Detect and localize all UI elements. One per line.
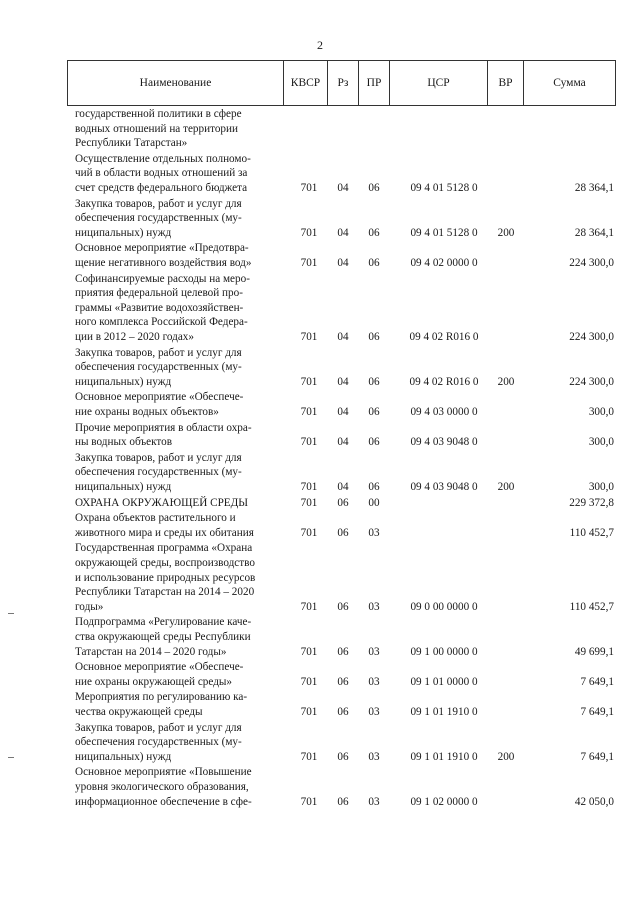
row-name-line: чества окружающей среды (75, 705, 203, 718)
cell-sum: 224 300,0 (569, 331, 614, 343)
row-name-line: Основное мероприятие «Обеспече- (75, 661, 244, 674)
cell-csr: 09 4 03 0000 0 (410, 405, 478, 418)
row-name (75, 152, 282, 196)
cell-pr: 06 (368, 182, 380, 194)
row-name-line: ние охраны водных объектов» (75, 405, 219, 418)
cell-rz: 06 (337, 750, 349, 763)
cell-kvsr: 701 (300, 645, 318, 658)
cell-kvsr: 701 (300, 526, 318, 539)
table-row (0, 496, 640, 511)
header-rz: Рз (328, 61, 359, 105)
cell-kvsr: 701 (300, 226, 318, 239)
row-name-line: Основное мероприятие «Предотвра- (75, 242, 249, 255)
row-name-line: ства окружающей среды Республики (75, 630, 251, 643)
cell-rz: 04 (337, 436, 349, 449)
row-name-line: ции в 2012 – 2020 годах» (75, 330, 194, 343)
cell-vr: 200 (497, 750, 515, 763)
row-name (75, 765, 282, 809)
cell-pr: 03 (368, 795, 380, 808)
cell-csr: 09 1 02 0000 0 (410, 795, 478, 808)
row-name-line: счет средств федерального бюджета (75, 181, 248, 194)
cell-csr: 09 4 02 R016 0 (409, 375, 479, 388)
cell-csr: 09 4 01 5128 0 (410, 226, 478, 239)
table-row (0, 765, 640, 809)
cell-kvsr: 701 (300, 405, 318, 418)
cell-csr: 09 4 01 5128 0 (410, 182, 478, 194)
header-csr: ЦСР (390, 61, 488, 105)
row-name-line: Охрана объектов растительного и (75, 512, 236, 525)
row-name-line: водных отношений на территории (75, 122, 238, 135)
cell-vr: 200 (497, 481, 515, 493)
cell-pr: 06 (368, 375, 380, 388)
cell-csr: 09 1 01 1910 0 (410, 705, 478, 718)
row-name (75, 272, 282, 345)
cell-sum: 300,0 (588, 436, 614, 449)
table-row (0, 660, 640, 689)
row-name (75, 197, 282, 241)
table-row (0, 107, 640, 151)
row-name (75, 721, 282, 765)
cell-csr: 09 1 01 0000 0 (410, 675, 478, 688)
row-name (75, 496, 282, 511)
row-name-line: Софинансируемые расходы на меро- (75, 272, 250, 285)
cell-pr: 03 (368, 600, 380, 613)
cell-sum: 49 699,1 (574, 645, 614, 658)
row-name (75, 541, 282, 614)
table-row (0, 272, 640, 345)
table-row (0, 390, 640, 419)
cell-rz: 06 (337, 645, 349, 658)
table-header (67, 60, 616, 106)
row-name-line: Закупка товаров, работ и услуг для (75, 451, 242, 464)
row-name-line: окружающей среды, воспроизводство (75, 556, 255, 569)
cell-pr: 03 (368, 526, 380, 539)
cell-rz: 04 (337, 481, 349, 493)
cell-csr: 09 0 00 0000 0 (410, 600, 478, 613)
row-name (75, 421, 282, 450)
row-name-line: Закупка товаров, работ и услуг для (75, 197, 242, 210)
row-name (75, 690, 282, 719)
table-row (0, 541, 640, 614)
cell-sum: 224 300,0 (569, 256, 614, 269)
cell-rz: 04 (337, 375, 349, 388)
cell-pr: 03 (368, 705, 380, 718)
row-name-line: обеспечения государственных (му- (75, 361, 242, 374)
table-row (0, 241, 640, 270)
cell-kvsr: 701 (300, 182, 318, 194)
cell-sum: 42 050,0 (574, 795, 614, 808)
cell-rz: 04 (337, 182, 349, 194)
row-name-line: граммы «Развитие водохозяйствен- (75, 301, 244, 314)
cell-kvsr: 701 (300, 750, 318, 763)
cell-sum: 224 300,0 (569, 375, 614, 388)
cell-sum: 28 364,1 (574, 182, 614, 194)
cell-pr: 03 (368, 750, 380, 763)
cell-csr: 09 1 00 0000 0 (410, 645, 478, 658)
cell-pr: 06 (368, 226, 380, 239)
row-name-line: Основное мероприятие «Обеспече- (75, 391, 244, 404)
cell-rz: 04 (337, 226, 349, 239)
row-name-line: Республики Татарстан на 2014 – 2020 (75, 586, 255, 599)
table-row (0, 421, 640, 450)
cell-kvsr: 701 (300, 256, 318, 269)
cell-pr: 00 (368, 496, 380, 509)
row-name-line: и использование природных ресурсов (75, 571, 256, 584)
cell-sum: 300,0 (588, 481, 614, 493)
row-name-line: ниципальных) нужд (75, 375, 172, 388)
cell-rz: 04 (337, 331, 349, 343)
margin-mark (8, 757, 14, 758)
row-name-line: животного мира и среды их обитания (75, 526, 254, 539)
cell-pr: 06 (368, 405, 380, 418)
row-name-line: государственной политики в сфере (75, 108, 242, 120)
cell-rz: 06 (337, 496, 349, 509)
cell-csr: 09 4 03 9048 0 (410, 481, 478, 493)
cell-rz: 06 (337, 705, 349, 718)
header-kvsr: КВСР (284, 61, 328, 105)
row-name-line: обеспечения государственных (му- (75, 466, 242, 479)
table-row (0, 346, 640, 390)
row-name-line: ного комплекса Российской Федера- (75, 316, 248, 329)
row-name (75, 660, 282, 689)
margin-mark (8, 613, 14, 614)
cell-rz: 06 (337, 600, 349, 613)
row-name-line: Осуществление отдельных полномо- (75, 152, 251, 165)
row-name-line: уровня экологического образования, (75, 780, 249, 793)
table-row (0, 511, 640, 540)
row-name (75, 346, 282, 390)
cell-kvsr: 701 (300, 675, 318, 688)
row-name-line: чий в области водных отношений за (75, 167, 248, 180)
row-name-line: Закупка товаров, работ и услуг для (75, 721, 242, 734)
cell-sum: 300,0 (588, 405, 614, 418)
cell-csr: 09 1 01 1910 0 (410, 750, 478, 763)
row-name-line: Основное мероприятие «Повышение (75, 766, 252, 779)
cell-rz: 06 (337, 526, 349, 539)
cell-rz: 06 (337, 795, 349, 808)
row-name-line: Татарстан на 2014 – 2020 годы» (75, 645, 227, 658)
cell-kvsr: 701 (300, 496, 318, 509)
row-name-line: Государственная программа «Охрана (75, 542, 253, 555)
row-name (75, 451, 282, 495)
cell-sum: 7 649,1 (580, 750, 614, 763)
page-number: 2 (317, 38, 323, 52)
row-name-line: Прочие мероприятия в области охра- (75, 421, 252, 434)
table-row (0, 721, 640, 765)
cell-pr: 06 (368, 331, 380, 343)
cell-pr: 03 (368, 675, 380, 688)
cell-vr: 200 (497, 375, 515, 388)
cell-kvsr: 701 (300, 600, 318, 613)
cell-kvsr: 701 (300, 795, 318, 808)
row-name (75, 107, 282, 151)
row-name-line: приятия федеральной целевой про- (75, 287, 243, 300)
row-name-line: щение негативного воздействия вод» (75, 256, 252, 269)
cell-kvsr: 701 (300, 436, 318, 449)
table-row (0, 152, 640, 196)
row-name-line: информационное обеспечение в сфе- (75, 795, 252, 808)
cell-sum: 7 649,1 (580, 675, 614, 688)
table-row (0, 690, 640, 719)
header-sum: Сумма (553, 77, 586, 89)
table-row (0, 197, 640, 241)
cell-rz: 04 (337, 405, 349, 418)
row-name (75, 511, 282, 540)
row-name-line: обеспечения государственных (му- (75, 736, 242, 749)
cell-kvsr: 701 (300, 375, 318, 388)
row-name-line: ОХРАНА ОКРУЖАЮЩЕЙ СРЕДЫ (75, 496, 249, 509)
table-row (0, 451, 640, 495)
cell-pr: 06 (368, 436, 380, 449)
row-name-line: обеспечения государственных (му- (75, 212, 242, 225)
cell-pr: 03 (368, 645, 380, 658)
cell-sum: 7 649,1 (580, 705, 614, 718)
row-name-line: ниципальных) нужд (75, 480, 172, 493)
cell-rz: 04 (337, 256, 349, 269)
cell-sum: 110 452,7 (569, 526, 614, 539)
row-name (75, 241, 282, 270)
row-name-line: ниципальных) нужд (75, 750, 172, 763)
row-name-line: годы» (75, 600, 104, 613)
cell-csr: 09 4 02 R016 0 (409, 331, 479, 343)
cell-kvsr: 701 (300, 331, 318, 343)
cell-sum: 229 372,8 (569, 496, 614, 509)
cell-vr: 200 (497, 226, 515, 239)
table-row (0, 615, 640, 659)
cell-pr: 06 (368, 256, 380, 269)
row-name (75, 390, 282, 419)
cell-rz: 06 (337, 675, 349, 688)
cell-kvsr: 701 (300, 481, 318, 493)
header-vr: ВР (488, 61, 524, 105)
row-name-line: ние охраны окружающей среды» (75, 675, 233, 688)
row-name-line: Подпрограмма «Регулирование каче- (75, 616, 252, 629)
cell-sum: 110 452,7 (569, 600, 614, 613)
cell-sum: 28 364,1 (574, 226, 614, 239)
cell-csr: 09 4 03 9048 0 (410, 436, 478, 449)
header-name: Наименование (68, 61, 284, 105)
row-name (75, 615, 282, 659)
row-name-line: Республики Татарстан» (75, 137, 188, 150)
header-pr: ПР (359, 61, 390, 105)
row-name-line: ниципальных) нужд (75, 226, 172, 239)
cell-csr: 09 4 02 0000 0 (410, 256, 478, 269)
cell-kvsr: 701 (300, 705, 318, 718)
row-name-line: ны водных объектов (75, 436, 173, 449)
row-name-line: Мероприятия по регулированию ка- (75, 691, 248, 704)
row-name-line: Закупка товаров, работ и услуг для (75, 346, 242, 359)
cell-pr: 06 (368, 481, 380, 493)
